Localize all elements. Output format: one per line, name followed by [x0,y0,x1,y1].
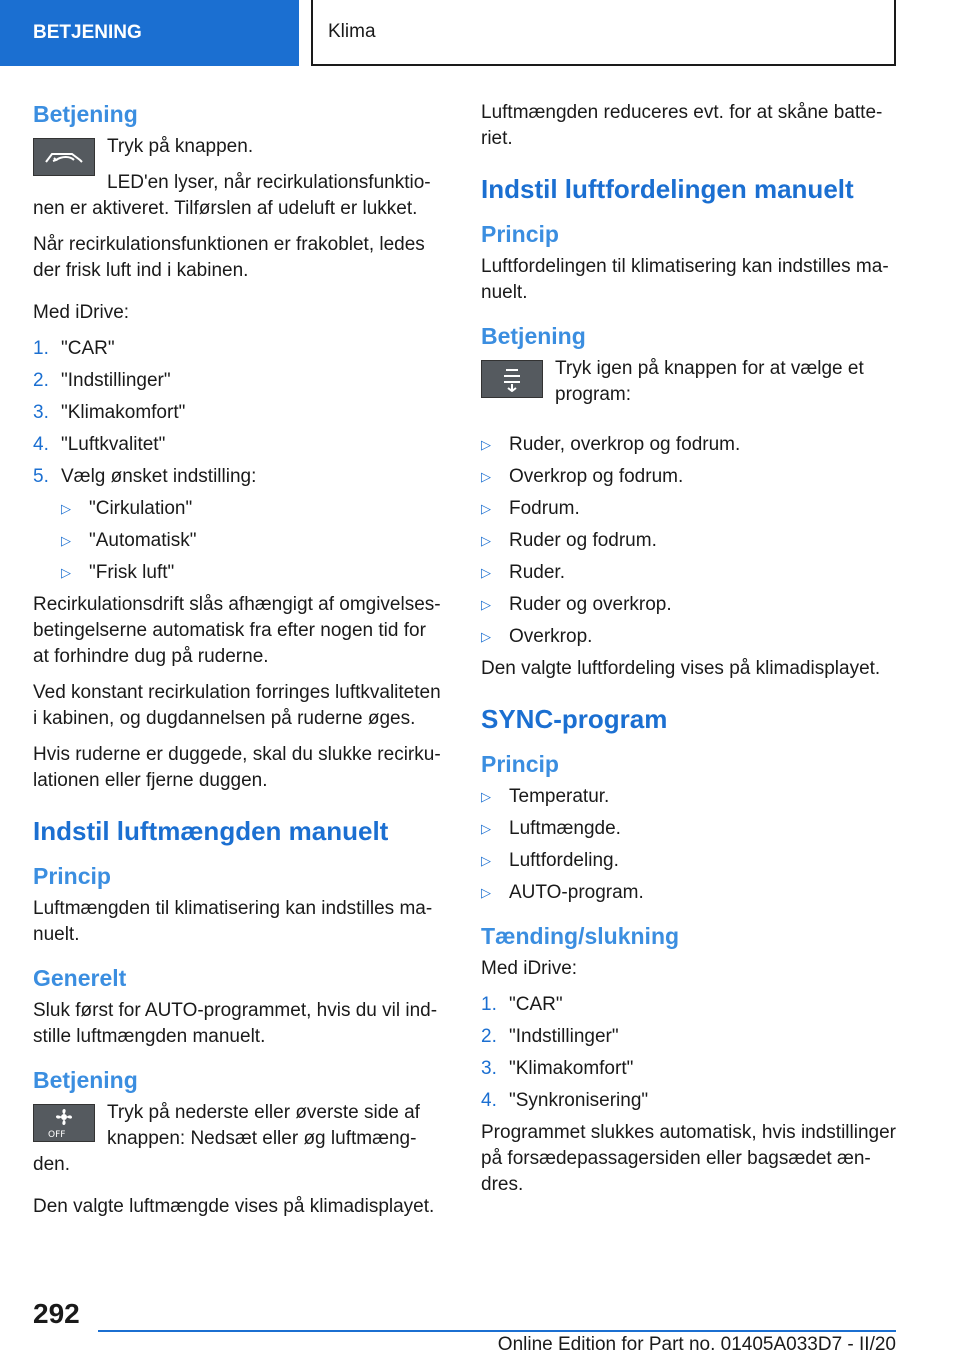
list-item: ▷ "Automatisk" [61,528,445,554]
heading-betjening: Betjening [33,1067,138,1093]
triangle-bullet-icon: ▷ [481,501,491,516]
header-chapter: Klima [311,0,896,66]
triangle-bullet-icon: ▷ [61,501,71,516]
list-item: 3. "Klimakomfort" [33,400,445,426]
list-item: 1. "CAR" [481,992,901,1018]
text-led: LED'en lyser, når recirkulationsfunktionen er aktiveret. Tilførslen af udeluft er lukket. [33,172,431,219]
triangle-bullet-icon: ▷ [481,565,491,580]
fan-off-button-icon [33,1104,95,1142]
step-number: 2. [33,370,49,391]
list-item: ▷ Fodrum. [481,496,901,522]
list-item: ▷ Ruder. [481,560,901,586]
triangle-bullet-icon: ▷ [61,533,71,548]
left-column [33,100,445,1230]
triangle-bullet-icon: ▷ [481,469,491,484]
list-item: 2. "Indstillinger" [33,368,445,394]
list-item: 1. "CAR" [33,336,445,362]
text-idrive: Med iDrive: [481,958,578,979]
text-idrive: Med iDrive: [33,302,130,323]
list-item: ▷ Ruder og overkrop. [481,592,901,618]
step-number: 1. [481,994,497,1015]
list-item: ▷ "Cirkulation" [61,496,445,522]
list-item: ▷ Overkrop. [481,624,901,650]
heading-betjening: Betjening [481,323,586,349]
list-item: ▷ Luftmængde. [481,816,901,842]
text-generelt: Sluk først for AUTO-programmet, hvis du vil indstille luftmængden manuelt. [33,1000,438,1047]
sync-list [481,784,901,906]
list-item: ▷ Luftfordeling. [481,848,901,874]
list-item: 3. "Klimakomfort" [481,1056,901,1082]
text-konstant: Ved konstant recirkulation forringes luftkvaliteten i kabinen, og dugdannelsen på ruderne øges. [33,682,441,729]
recirculation-button-icon [33,138,95,176]
step-number: 3. [33,402,49,423]
text-reduceres: Luftmængden reduceres evt. for at skåne batteriet. [481,102,883,149]
text-tryk-fan: Tryk på nederste eller øverste side af knappen: Nedsæt eller øg luftmængden. [33,1102,420,1175]
air-distribution-button-icon [481,360,543,398]
step-number: 5. [33,466,49,487]
page-number: 292 [33,1298,80,1329]
text-princip: Luftfordelingen til klimatisering kan indstilles manuelt. [481,256,889,303]
text-slukkes: Programmet slukkes automatisk, hvis indstillinger på forsædepassagersiden eller bagsædet ændres. [481,1122,896,1195]
text-recirk: Recirkulationsdrift slås afhængigt af omgivelsesbetingelserne automatisk fra efter nogen tid for at forhindre dug på ruderne. [33,594,441,667]
heading-generelt: Generelt [33,965,127,991]
list-item: ▷ AUTO-program. [481,880,901,906]
triangle-bullet-icon: ▷ [481,437,491,452]
step-number: 1. [33,338,49,359]
list-item: ▷ Ruder og fodrum. [481,528,901,554]
list-item: ▷ Ruder, overkrop og fodrum. [481,432,901,458]
text-tryk-program: Tryk igen på knappen for at vælge et program: [555,358,864,405]
step-number: 4. [481,1090,497,1111]
heading-princip: Princip [481,221,559,247]
triangle-bullet-icon: ▷ [481,789,491,804]
sub-options-list [61,496,445,586]
heading-betjening: Betjening [33,101,138,127]
triangle-bullet-icon: ▷ [481,629,491,644]
list-item: 4. "Luftkvalitet" [33,432,445,458]
text-princip: Luftmængden til klimatisering kan indstilles manuelt. [33,898,433,945]
text-valgte: Den valgte luftmængde vises på klimadisplayet. [33,1196,435,1217]
triangle-bullet-icon: ▷ [481,597,491,612]
triangle-bullet-icon: ▷ [481,533,491,548]
triangle-bullet-icon: ▷ [481,821,491,836]
list-item: ▷ Overkrop og fodrum. [481,464,901,490]
footer-edition: Online Edition for Part no. 01405A033D7 - II/20 [497,1334,896,1355]
airdist-instruction [481,356,901,418]
header-section: BETJENING [0,0,299,66]
heading-sync: SYNC-program [481,704,668,734]
list-item: ▷ Temperatur. [481,784,901,810]
step-number: 2. [481,1026,497,1047]
text-vises: Den valgte luftfordeling vises på klimadisplayet. [481,658,881,679]
steps-list [33,336,445,586]
triangle-bullet-icon: ▷ [481,853,491,868]
programs-list [481,432,901,650]
step-number: 3. [481,1058,497,1079]
text-frisk: Når recirkulationsfunktionen er frakoblet, ledes der frisk luft ind i kabinen. [33,234,425,281]
step-number: 4. [33,434,49,455]
heading-princip: Princip [33,863,111,889]
triangle-bullet-icon: ▷ [481,885,491,900]
recirc-instruction [33,134,445,232]
text-tryk: Tryk på knappen. [107,136,254,157]
fan-instruction [33,1100,445,1188]
text-dug: Hvis ruderne er duggede, skal du slukke recirkulationen eller fjerne duggen. [33,744,441,791]
heading-luftmaengde: Indstil luftmængden manuelt [33,816,389,846]
heading-luftfordeling: Indstil luftfordelingen manuelt [481,174,854,204]
list-item: 2. "Indstillinger" [481,1024,901,1050]
list-item: ▷ "Frisk luft" [61,560,445,586]
right-column [481,100,901,1208]
heading-taending: Tænding/slukning [481,923,680,949]
triangle-bullet-icon: ▷ [61,565,71,580]
list-item: 5. Vælg ønsket indstilling: ▷ "Cirkulation" ▷ "Automatisk" ▷ "Frisk luft" [33,464,445,586]
footer-divider [98,1330,896,1332]
list-item: 4. "Synkronisering" [481,1088,901,1114]
svg-text:OFF: OFF [48,1130,66,1139]
heading-princip: Princip [481,751,559,777]
sync-steps-list [481,992,901,1114]
